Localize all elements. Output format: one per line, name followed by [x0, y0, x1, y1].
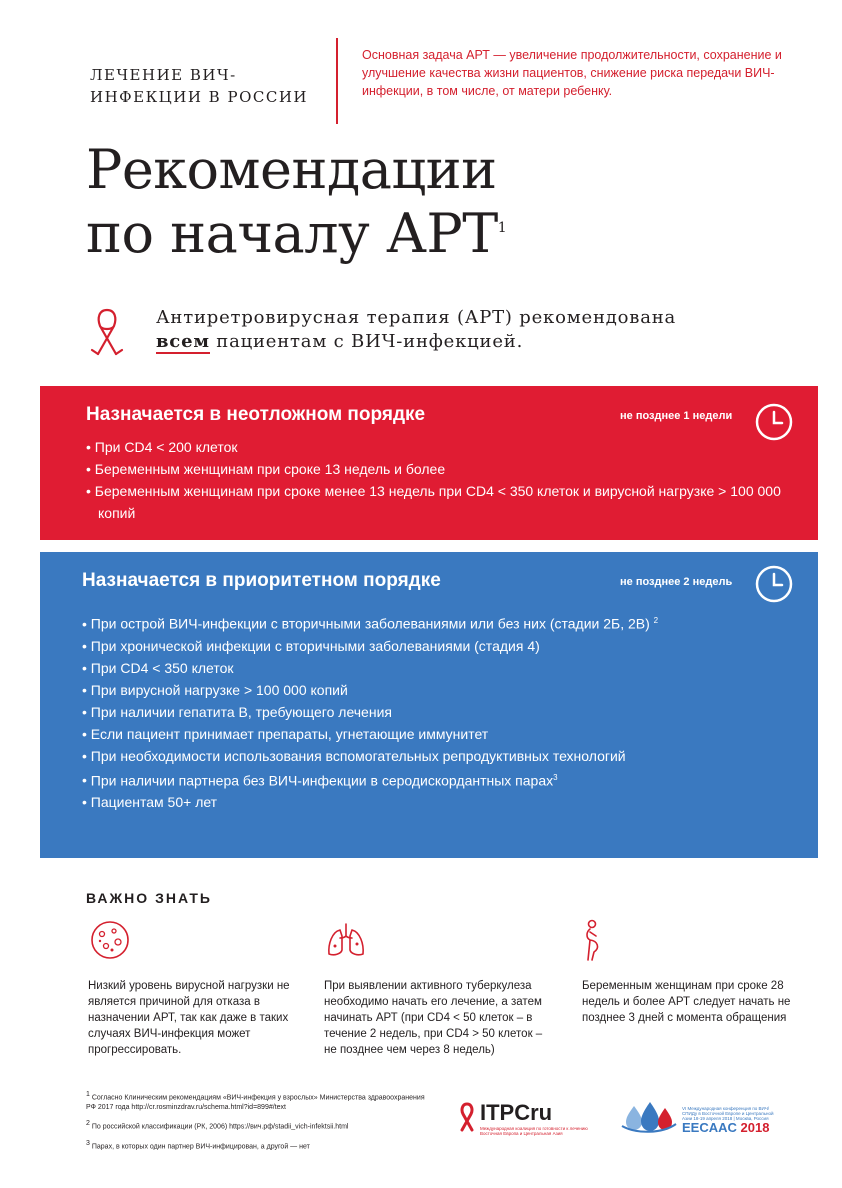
- eecaac-logo: [620, 1098, 780, 1138]
- important-card-text: Низкий уровень вирусной нагрузки не является причиной для отказа в назначении АРТ, так как даже в таких случаях ВИЧ-инфекция может прогрессировать.: [88, 980, 290, 1056]
- footnotes: [86, 1090, 426, 1158]
- kicker-line-2: ИНФЕКЦИИ В РОССИИ: [90, 88, 308, 106]
- list-item: • При наличии партнера без ВИЧ-инфекции в серодискордантных парах$^3$: [82, 767, 792, 792]
- virus-cell-icon: [88, 918, 132, 962]
- priority-panel: [40, 552, 818, 858]
- footnote: $^3$ Парах, в которых один партнер ВИЧ-инфицирован, а другой — нет: [86, 1139, 310, 1150]
- list-item: • При вирусной нагрузке > 100 000 копий: [82, 679, 792, 701]
- list-item: • При наличии гепатита B, требующего лечения: [82, 701, 792, 723]
- itpc-logo-text: ITPCru: [480, 1100, 553, 1125]
- list-item: • При необходимости использования вспомогательных репродуктивных технологий: [82, 745, 792, 767]
- list-item: • При хронической инфекции с вторичными заболеваниями (стадия 4): [82, 635, 792, 657]
- list-item: • Пациентам 50+ лет: [82, 791, 792, 813]
- footnote: $^1$ Согласно Клиническим рекомендациям «ВИЧ-инфекция у взрослых» Министерства здравоохранения РФ 2017 года http://cr.rosminzdrav.ru/schema.html?id=899#/text: [86, 1091, 425, 1112]
- important-card-text: При выявлении активного туберкулеза необходимо начать его лечение, а затем начинать АРТ (при CD4 < 50 клеток – в течение 2 недель, при CD4 > 50 клеток – не позднее чем через 8 недель): [324, 980, 543, 1056]
- list-item: • При CD4 < 350 клеток: [82, 657, 792, 679]
- lead-emphasis: всем: [156, 331, 210, 352]
- urgent-deadline: не позднее 1 недели: [620, 410, 733, 422]
- list-item: • При CD4 < 200 клеток: [86, 436, 786, 458]
- list-item: • При острой ВИЧ-инфекции с вторичными заболеваниями или без них (стадии 2Б, 2В) $^2$: [82, 610, 792, 635]
- itpc-logo-subtitle: Международная коалиция по готовности к лечению Восточная Европа и Центральная Азия: [480, 1126, 588, 1136]
- eecaac-logo-text: EECAAC 2018: [682, 1120, 770, 1135]
- urgent-heading: Назначается в неотложном порядке: [86, 404, 426, 425]
- priority-heading: Назначается в приоритетном порядке: [82, 570, 441, 591]
- lead-statement: Антиретровирусная терапия (АРТ) рекомендована всем пациентам с ВИЧ-инфекцией.: [156, 307, 677, 352]
- important-heading: ВАЖНО ЗНАТЬ: [86, 890, 212, 906]
- section-kicker: [90, 64, 308, 108]
- eecaac-logo-subtitle: VI Международная конференция по ВИЧ/СПИДу в Восточной Европе и Центральной Азии 18-19 апреля 2018 | Москва, Россия: [682, 1106, 774, 1121]
- header-divider: [336, 38, 338, 124]
- drops-icon: [620, 1100, 678, 1134]
- list-item: • Беременным женщинам при сроке 13 недель и более: [86, 458, 786, 480]
- page-title: [86, 138, 506, 266]
- title-line-2: по началу АРТ$^1$: [86, 202, 507, 265]
- important-card-text: Беременным женщинам при сроке 28 недель и более АРТ следует начать не позднее 3 дней с момента обращения: [582, 980, 791, 1024]
- pregnant-woman-icon: [572, 918, 616, 962]
- kicker-line-1: ЛЕЧЕНИЕ ВИЧ-: [90, 66, 237, 84]
- list-item: • Если пациент принимает препараты, угнетающие иммунитет: [82, 723, 792, 745]
- urgent-list: [86, 436, 786, 524]
- intro-text: Основная задача АРТ — увеличение продолжительности, сохранение и улучшение качества жизни пациентов, снижение риска передачи ВИЧ-инфекции, в том числе, от матери ребенку.: [362, 48, 782, 98]
- footnote: $^2$ По российской классификации (РК, 2006) https://вич.рф/stadii_vich-infektsii.html: [86, 1120, 349, 1131]
- lungs-icon: [324, 918, 368, 962]
- priority-deadline: не позднее 2 недель: [620, 576, 733, 588]
- ribbon-icon: [456, 1102, 478, 1132]
- title-footnote-mark: 1: [497, 220, 507, 236]
- ribbon-icon: [86, 304, 128, 360]
- clock-icon: [754, 564, 794, 604]
- title-line-1: Рекомендации: [86, 138, 497, 201]
- list-item: • Беременным женщинам при сроке менее 13 недель при CD4 < 350 клеток и вирусной нагрузке > 100 000 копий: [86, 480, 786, 524]
- itpc-logo: [456, 1100, 616, 1136]
- priority-list: [82, 610, 792, 813]
- urgent-panel: [40, 386, 818, 540]
